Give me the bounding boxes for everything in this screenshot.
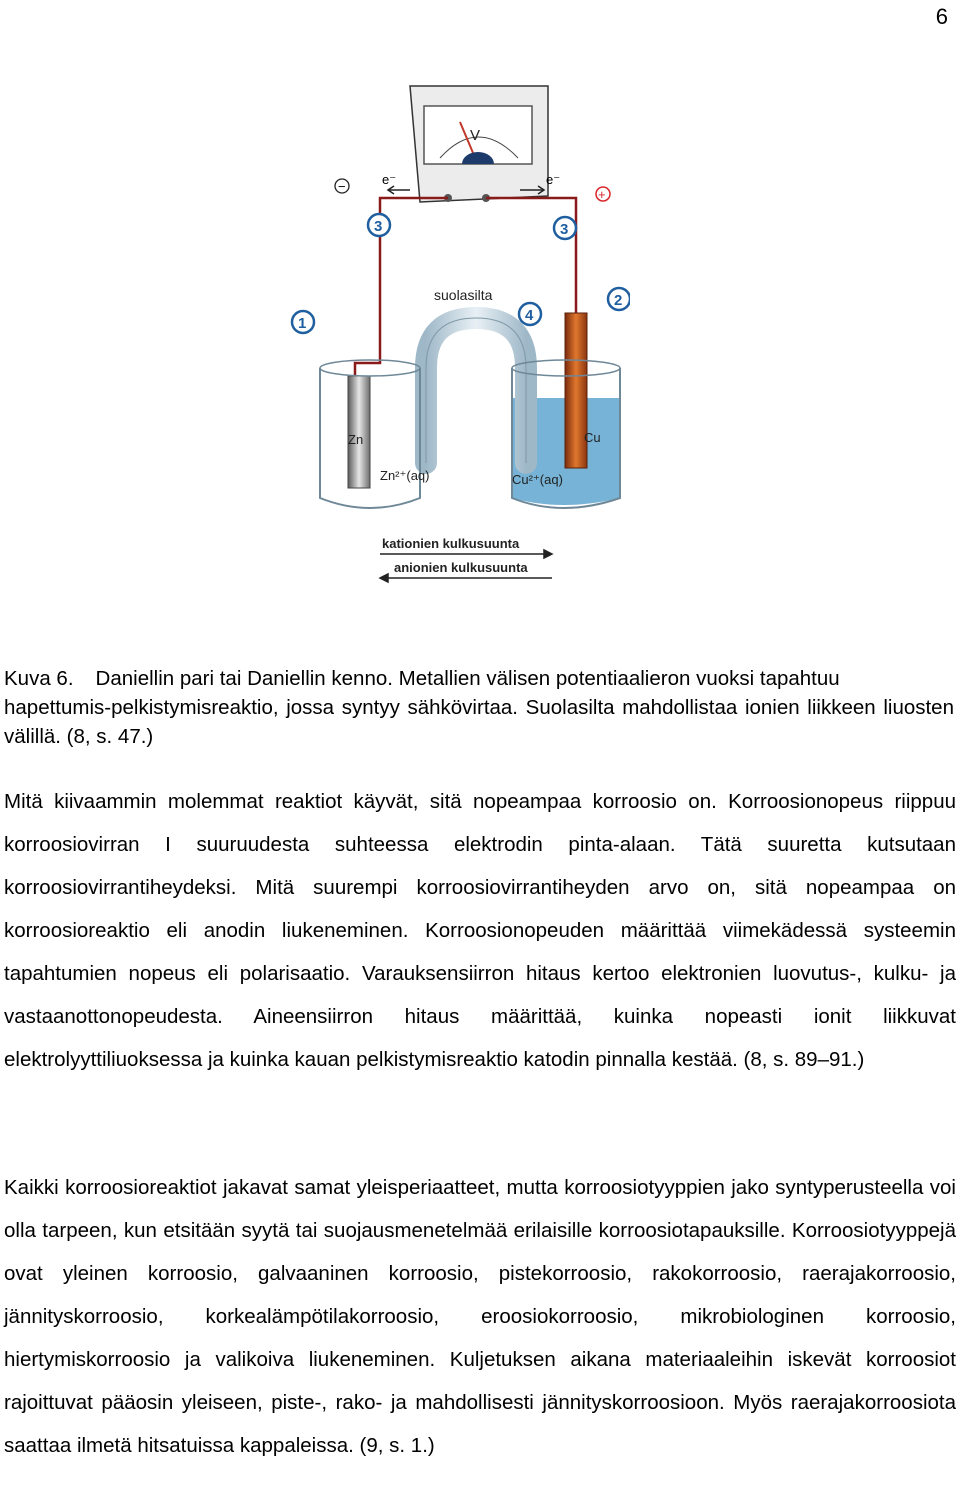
caption-first-line: Daniellin pari tai Daniellin kenno. Metallien välisen potentiaalieron vuoksi tapahtuu xyxy=(95,667,840,690)
cu-ion-label: Cu²⁺(aq) xyxy=(512,472,563,487)
marker-3-left xyxy=(368,214,390,236)
marker-2 xyxy=(608,288,630,310)
svg-text:1: 1 xyxy=(298,315,307,332)
caption-label: Kuva 6. xyxy=(4,667,74,690)
svg-text:4: 4 xyxy=(525,307,534,324)
zn-label: Zn xyxy=(348,432,364,447)
page-number: 6 xyxy=(935,4,948,29)
electron-right-label: e⁻ xyxy=(546,172,561,187)
marker-1 xyxy=(292,311,314,333)
salt-bridge-label: suolasilta xyxy=(434,287,493,303)
plus-symbol: + xyxy=(598,187,606,202)
voltmeter-symbol: V xyxy=(470,127,481,144)
voltmeter xyxy=(410,86,548,202)
anion-direction-label: anionien kulkusuunta xyxy=(394,560,528,575)
svg-text:3: 3 xyxy=(560,221,569,238)
cation-arrow xyxy=(380,550,552,558)
daniell-cell-diagram xyxy=(290,78,630,598)
marker-3-right xyxy=(554,217,576,239)
cation-direction-label: kationien kulkusuunta xyxy=(382,536,520,551)
cu-label: Cu xyxy=(584,430,601,445)
paragraph-corrosion-types: Kaikki korroosioreaktiot jakavat samat yleisperiaatteet, mutta korroosiotyyppien jako syntyperusteella voi olla tarpeen, kun etsitään syytä tai suojausmenetelmää erilaisille korroosiotapauksille. Korroosiotyyppejä ovat yleinen korroosio, galvaaninen korroosio, pistekorroosio, rakokorroosio, raerajakorroosio, jännityskorroosio, korkealämpötilakorroosio, eroosiokorroosio, mikrobiologinen korroosio, hiertymiskorroosio ja valikoiva liukeneminen. Kuljetuksen aikana materiaaleihin iskevät korroosiot rajoittuvat pääosin yleiseen, piste-, rako- ja mahdollisesti jännityskorroosioon. Myös raerajakorroosiota saattaa ilmetä hitsatuissa kappaleissa. (9, s. 1.) xyxy=(4,1176,956,1457)
svg-text:3: 3 xyxy=(374,218,383,235)
svg-text:2: 2 xyxy=(614,292,623,309)
anion-arrow xyxy=(380,574,552,582)
daniell-cell-figure xyxy=(290,78,630,598)
electron-left-label: e⁻ xyxy=(382,172,397,187)
marker-4 xyxy=(519,303,541,325)
minus-symbol: − xyxy=(338,179,346,194)
figure-caption xyxy=(4,664,954,751)
zn-ion-label: Zn²⁺(aq) xyxy=(380,468,430,483)
paragraph-corrosion-rate: Mitä kiivaammin molemmat reaktiot käyvät, sitä nopeampaa korroosio on. Korroosionopeus riippuu korroosiovirran I suuruudesta suhteessa elektrodin pinta-alaan. Tätä suuretta kutsutaan korroosiovirrantiheydeksi. Mitä suurempi korroosiovirrantiheyden arvo on, sitä nopeampaa on korroosioreaktio eli anodin liukeneminen. Korroosionopeuden määrittää viimekädessä systeemin tapahtumien nopeus eli polarisaatio. Varauksensiirron hitaus kertoo elektronien luovutus-, kulku- ja vastaanottonopeudesta. Aineensiirron hitaus määrittää, kuinka nopeasti ionit liikkuvat elektrolyyttiliuoksessa ja kuinka kauan pelkistymisreaktio katodin pinnalla kestää. (8, s. 89–91.) xyxy=(4,790,956,1071)
caption-continuation: hapettumis-pelkistymisreaktio, jossa syntyy sähkövirtaa. Suolasilta mahdollistaa ionien liikkeen liuosten välillä. (8, s. 47.) xyxy=(4,696,954,748)
